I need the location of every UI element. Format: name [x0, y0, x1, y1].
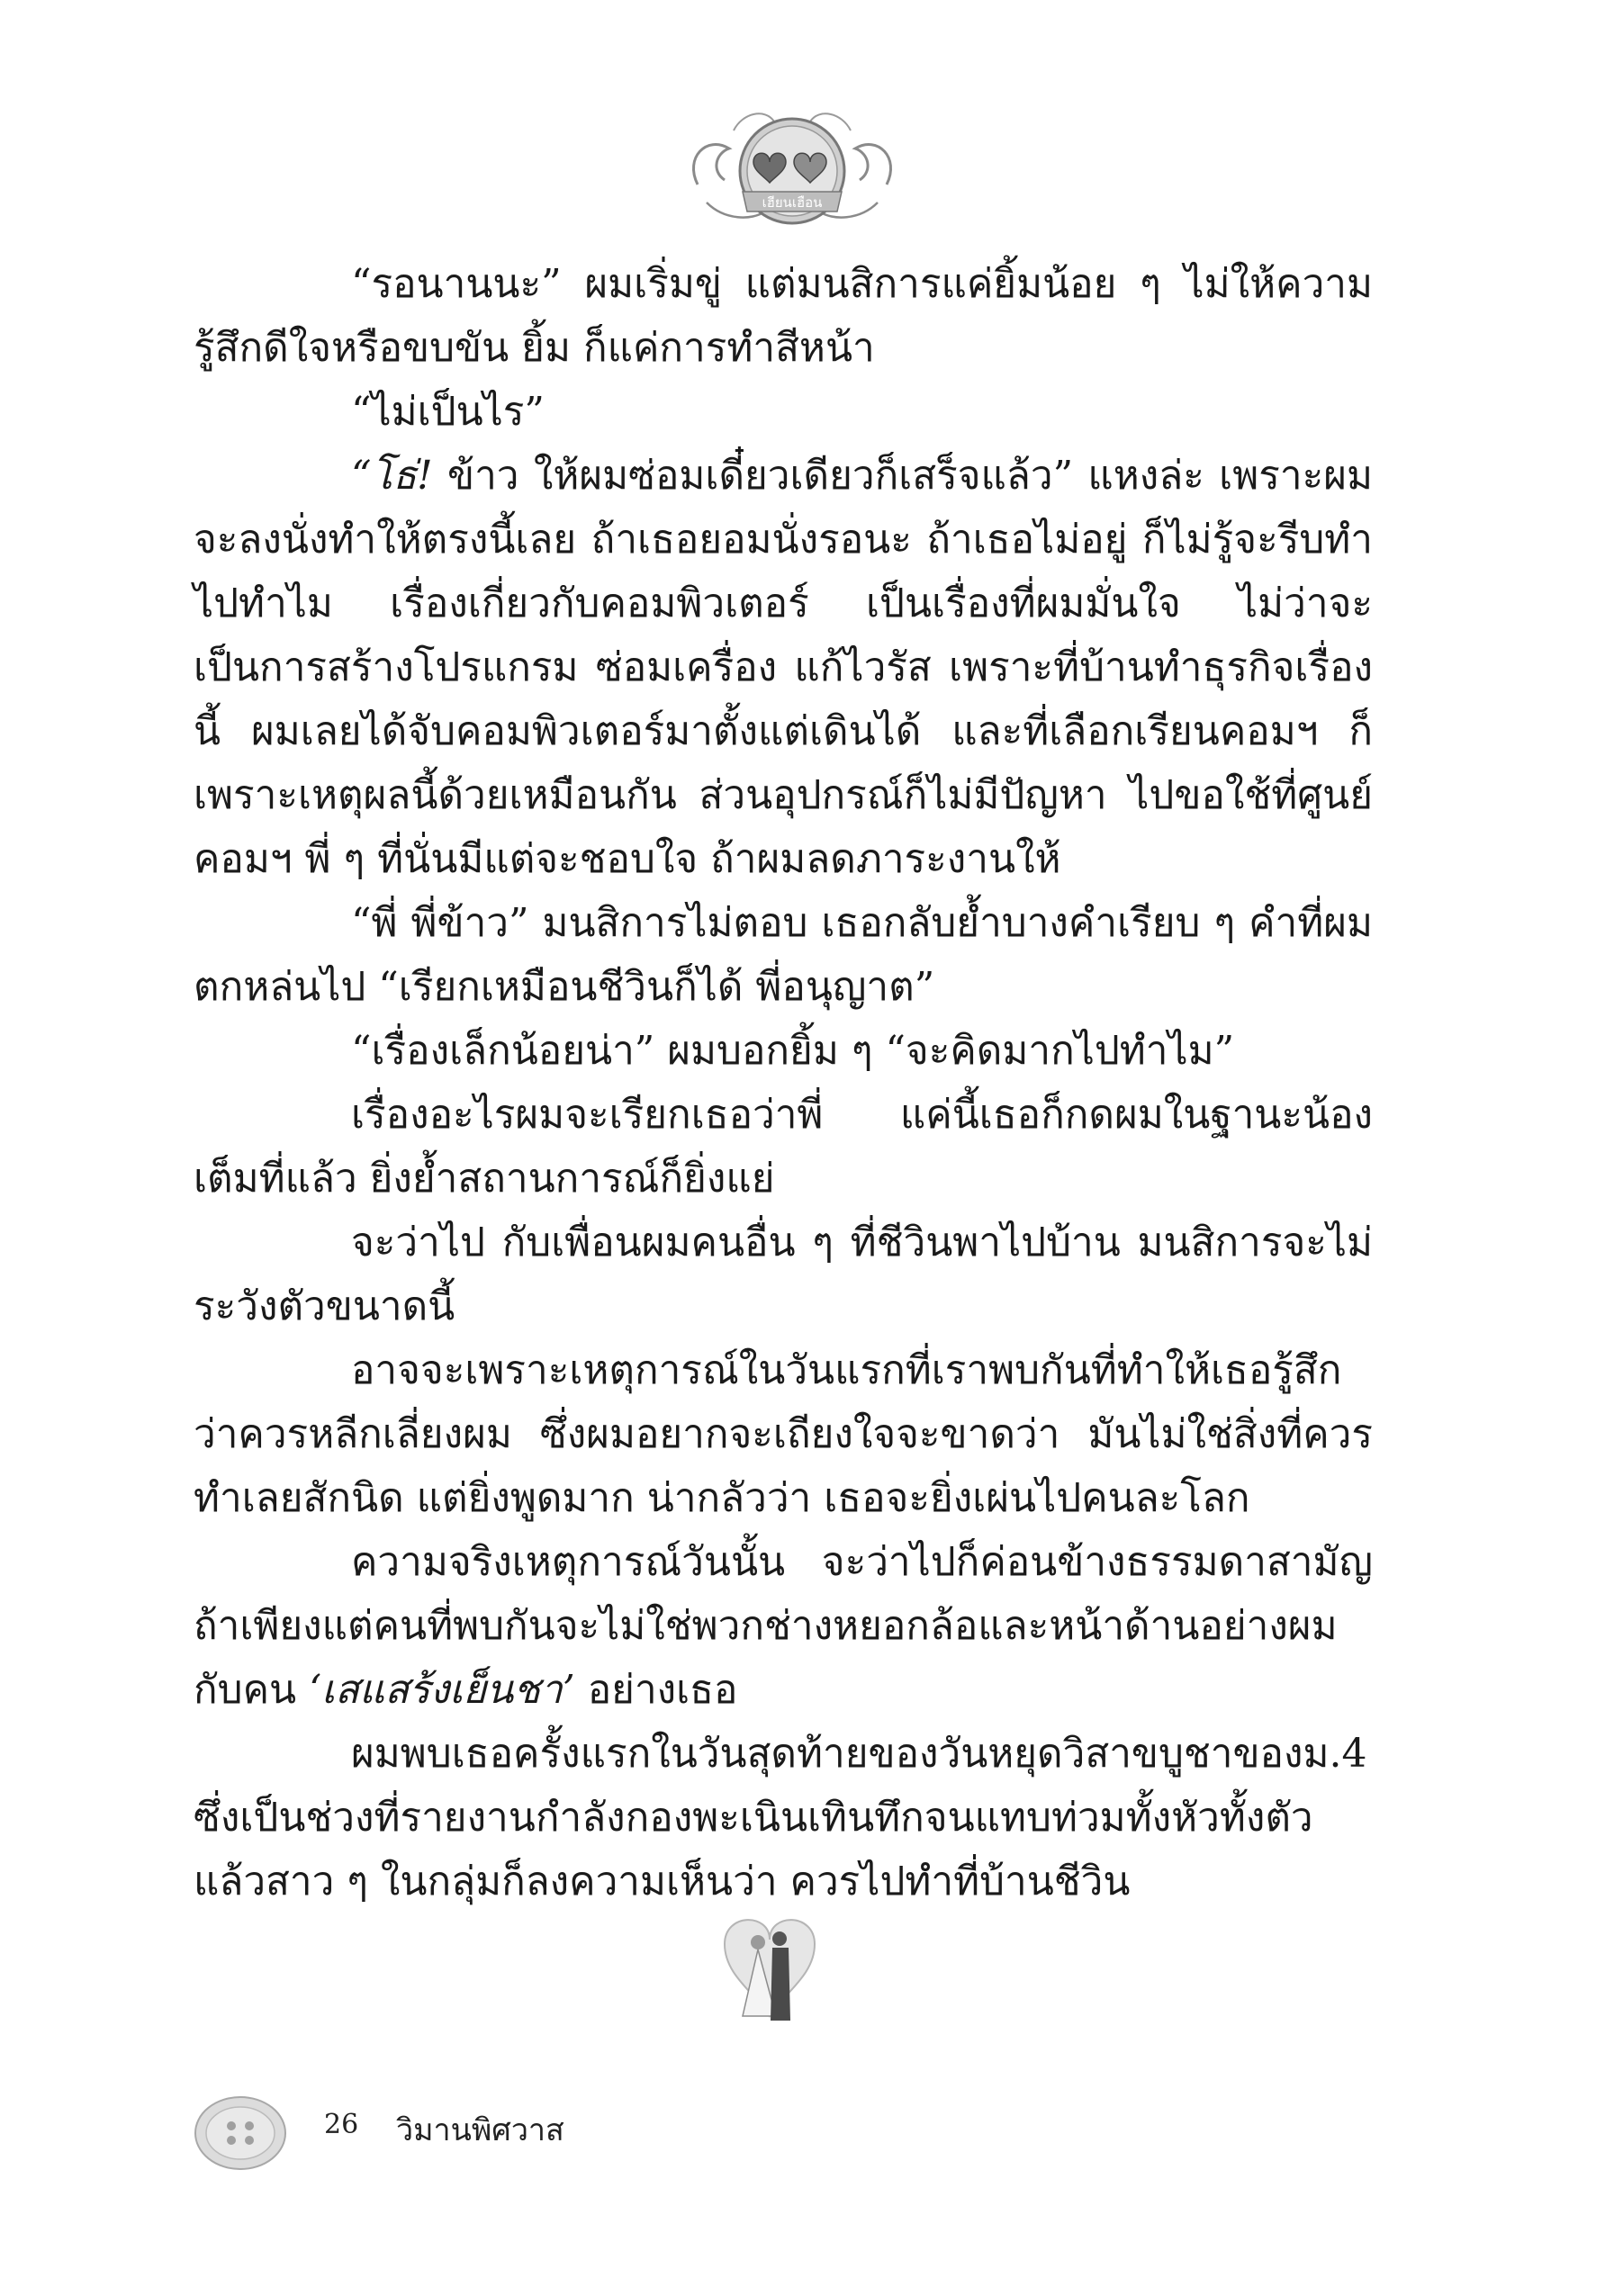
wedding-couple-heart-icon: [720, 1908, 819, 2034]
paragraph-3-text: ข้าว ให้ผมซ่อมเดี๋ยวเดียวก็เสร็จแล้ว” แหงล่ะ เพราะผมจะลงนั่งทำให้ตรงนี้เลย ถ้าเธอยอมนั่งรอนะ ถ้าเธอไม่อยู่ ก็ไม่รู้จะรีบทำไปทำไม เรื่องเกี่ยวกับคอมพิวเตอร์ เป็นเรื่องที่ผมมั่นใจ ไม่ว่าจะเป็นการสร้างโปรแกรม ซ่อมเครื่อง แก้ไวรัส เพราะที่บ้านทำธุรกิจเรื่องนี้ ผมเลยได้จับคอมพิวเตอร์มาตั้งแต่เดินได้ และที่เลือกเรียนคอมฯ ก็เพราะเหตุผลนี้ด้วยเหมือนกัน ส่วนอุปกรณ์ก็ไม่มีปัญหา ไปขอใช้ที่ศูนย์คอมฯ พี่ ๆ ที่นั่นมีแต่จะชอบใจ ถ้าผมลดภาระงานให้: [194, 453, 1373, 882]
paragraph-9-text: ความจริงเหตุการณ์วันนั้น จะว่าไปก็ค่อนข้างธรรมดาสามัญถ้าเพียงแต่คนที่พบกันจะไม่ใช่พวกช่างหยอกล้อและหน้าด้านอย่างผมกับคน: [194, 1539, 1373, 1713]
paragraph-7: จะว่าไป กับเพื่อนผมคนอื่น ๆ ที่ชีวินพาไปบ้าน มนสิการจะไม่ระวังตัวขนาดนี้: [194, 1220, 1373, 1329]
wedding-ornament-svg: [720, 1908, 819, 2034]
paragraph-4: “พี่ พี่ข้าว” มนสิการไม่ตอบ เธอกลับย้ำบางคำเรียบ ๆ คำที่ผมตกหล่นไป “เรียกเหมือนชีวินก็ได้ พี่อนุญาต”: [194, 900, 1373, 1010]
page-text-body: [194, 252, 1373, 1917]
paragraph-1: “รอนานนะ” ผมเริ่มขู่ แต่มนสิการแค่ยิ้มน้อย ๆ ไม่ให้ความรู้สึกดีใจหรือขบขัน ยิ้ม ก็แค่การทำสีหน้า: [194, 261, 1373, 371]
italic-exclamation: “โธ่!: [351, 453, 433, 499]
paragraph-10: ผมพบเธอครั้งแรกในวันสุดท้ายของวันหยุดวิสาขบูชาของม.4 ซึ่งเป็นช่วงที่รายงานกำลังกองพะเนินเทินทึกจนแทบท่วมทั้งหัวทั้งตัว แล้วสาว ๆ ในกลุ่มก็ลงความเห็นว่า ควรไปทำที่บ้านชีวิน: [194, 1731, 1367, 1904]
ornamental-heart-emblem-icon: [680, 86, 905, 243]
paragraph-9-tail: อย่างเธอ: [574, 1667, 738, 1713]
paragraph-3: [194, 444, 1373, 891]
paragraph-2: “ไม่เป็นไร”: [351, 389, 545, 435]
paragraph-9: [194, 1530, 1373, 1722]
paragraph-8: อาจจะเพราะเหตุการณ์ในวันแรกที่เราพบกันที่ทำให้เธอรู้สึกว่าควรหลีกเลี่ยงผม ซึ่งผมอยากจะเถียงใจจะขาดว่า มันไม่ใช่สิ่งที่ควรทำเลยสักนิด แต่ยิ่งพูดมาก น่ากลัวว่า เธอจะยิ่งเผ่นไปคนละโลก: [194, 1347, 1373, 1521]
button-icon-svg: [194, 2093, 288, 2174]
paragraph-6: เรื่องอะไรผมจะเรียกเธอว่าพี่ แค่นี้เธอก็กดผมในฐานะน้องเต็มที่แล้ว ยิ่งย้ำสถานการณ์ก็ยิ่งแย่: [194, 1092, 1373, 1202]
book-title: วิมานพิศวาส: [396, 2112, 564, 2148]
page-number: 26: [324, 2109, 359, 2140]
paragraph-5: “เรื่องเล็กน้อยน่า” ผมบอกยิ้ม ๆ “จะคิดมากไปทำไม”: [351, 1028, 1235, 1074]
header-emblem-svg: [680, 86, 905, 243]
logo-text: เฮียนเฮือน: [762, 194, 823, 211]
italic-quote: ‘เสแสร้งเย็นชา’: [309, 1667, 575, 1713]
button-icon: [194, 2093, 288, 2174]
page-footer: [194, 2093, 824, 2192]
